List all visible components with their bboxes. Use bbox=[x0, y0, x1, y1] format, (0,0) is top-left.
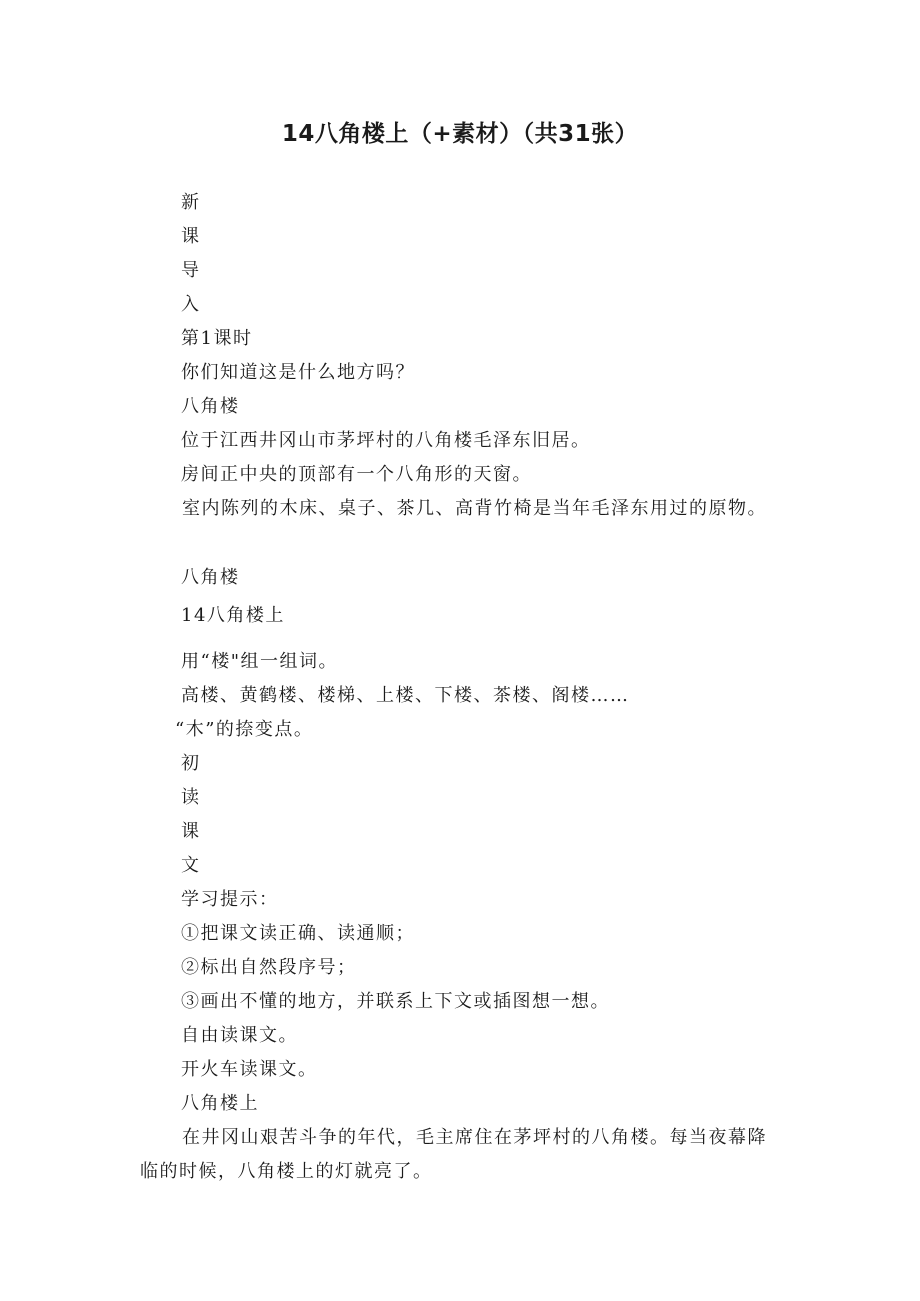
heading-char-du: 读 bbox=[181, 787, 201, 808]
question-line: 你们知道这是什么地方吗？ bbox=[181, 362, 415, 383]
subheading-bajiaolou: 八角楼 bbox=[181, 396, 240, 417]
subheading-bajiaolou: 八角楼 bbox=[181, 567, 240, 588]
study-tip-item: ①把课文读正确、读通顺； bbox=[181, 923, 415, 944]
heading-char-ke: 课 bbox=[181, 821, 201, 842]
heading-char-chu: 初 bbox=[181, 753, 201, 774]
heading-char-xin: 新 bbox=[181, 192, 201, 213]
text-paragraph: 室内陈列的木床、桌子、茶几、高背竹椅是当年毛泽东用过的原物。 bbox=[182, 498, 767, 519]
heading-char-ke: 课 bbox=[181, 226, 201, 247]
lesson-period: 第1课时 bbox=[181, 328, 253, 349]
study-tips-heading: 学习提示： bbox=[181, 889, 279, 910]
text-line: 高楼、黄鹤楼、楼梯、上楼、下楼、茶楼、阁楼…… bbox=[181, 685, 630, 706]
text-line: 开火车读课文。 bbox=[181, 1059, 318, 1080]
text-line: 自由读课文。 bbox=[181, 1025, 298, 1046]
page-title: 14八角楼上（+素材）（共31张） bbox=[281, 121, 639, 147]
text-line: 位于江西井冈山市茅坪村的八角楼毛泽东旧居。 bbox=[181, 430, 591, 451]
lesson-title: 14八角楼上 bbox=[181, 605, 285, 626]
text-line: 用“楼"组一组词。 bbox=[181, 651, 338, 672]
text-line: 房间正中央的顶部有一个八角形的天窗。 bbox=[181, 464, 532, 485]
study-tip-item: ③画出不懂的地方，并联系上下文或插图想一想。 bbox=[181, 991, 610, 1012]
text-paragraph: 在井冈山艰苦斗争的年代，毛主席住在茅坪村的八角楼。每当夜幕降临的时候，八角楼上的灯就亮了。 bbox=[140, 1127, 767, 1182]
heading-char-ru: 入 bbox=[181, 294, 201, 315]
text-line: “木”的捺变点。 bbox=[175, 719, 314, 740]
heading-char-wen: 文 bbox=[181, 855, 201, 876]
heading-char-dao: 导 bbox=[181, 260, 201, 281]
study-tip-item: ②标出自然段序号； bbox=[181, 957, 357, 978]
text-title: 八角楼上 bbox=[181, 1093, 259, 1114]
